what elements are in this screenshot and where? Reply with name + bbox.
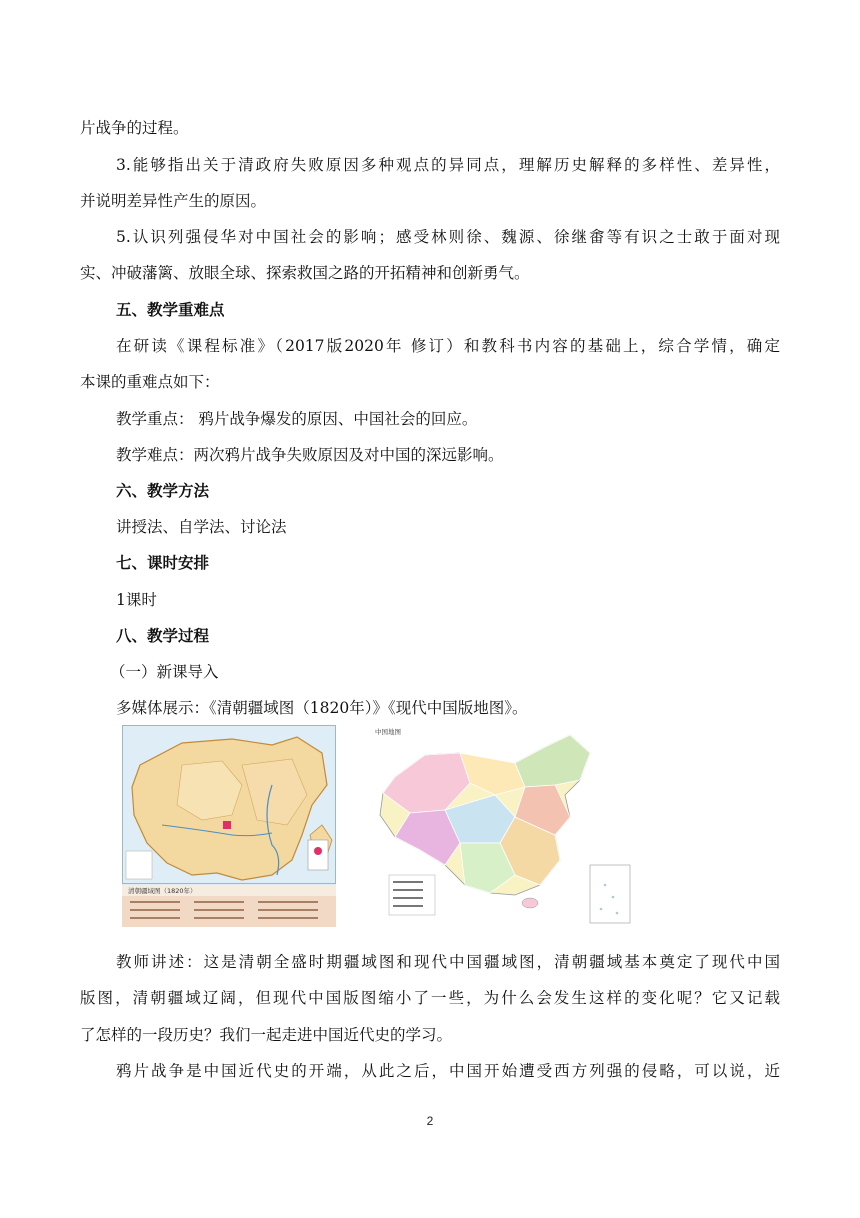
teacher-talk-line-3: 了怎样的一段历史？我们一起走进中国近代史的学习。 (80, 1026, 453, 1044)
section-5-para-line-2: 本课的重难点如下： (80, 373, 220, 391)
section-5-para-line-1: 在研读《课程标准》（2017版2020年 修订）和教科书内容的基础上，综合学情，确定 (116, 337, 780, 355)
teacher-talk-line-2: 版图，清朝疆域辽阔，但现代中国版图缩小了一些，为什么会发生这样的变化呢？它又记载 (80, 989, 780, 1007)
media-line: 多媒体展示：《清朝疆域图（1820年）》《现代中国版地图》。 (116, 699, 528, 717)
section-7-body: 1课时 (116, 591, 157, 609)
subsection-1-title: （一）新课导入 (110, 663, 219, 681)
opium-war-line: 鸦片战争是中国近代史的开端，从此之后，中国开始遭受西方列强的侵略，可以说，近 (116, 1062, 780, 1080)
key-point: 教学重点： 鸦片战争爆发的原因、中国社会的回应。 (116, 410, 478, 428)
section-5-title: 五、教学重难点 (116, 301, 225, 319)
modern-map-caption: 中国地图 (375, 728, 401, 736)
section-8-title: 八、教学过程 (116, 627, 210, 645)
modern-china-map-image (365, 725, 635, 927)
qing-map-caption: 清朝疆域图（1820年） (128, 887, 197, 895)
page-number: 2 (426, 1114, 434, 1128)
section-7-title: 七、课时安排 (116, 554, 210, 572)
text-line-3: 并说明差异性产生的原因。 (80, 192, 267, 210)
text-line-5: 实、冲破藩篱、放眼全球、探索救国之路的开拓精神和创新勇气。 (80, 264, 530, 282)
qing-territory-map-image (122, 725, 336, 927)
section-6-body: 讲授法、自学法、讨论法 (116, 518, 287, 536)
teacher-talk-line-1: 教师讲述：这是清朝全盛时期疆域图和现代中国疆域图，清朝疆域基本奠定了现代中国 (116, 953, 780, 971)
section-6-title: 六、教学方法 (116, 482, 210, 500)
text-line-2: 3.能够指出关于清政府失败原因多种观点的异同点，理解历史解释的多样性、差异性， (116, 156, 780, 174)
difficult-point: 教学难点：两次鸦片战争失败原因及对中国的深远影响。 (116, 446, 504, 464)
text-line-4: 5.认识列强侵华对中国社会的影响；感受林则徐、魏源、徐继畬等有识之士敢于面对现 (116, 228, 780, 246)
text-line-1: 片战争的过程。 (80, 119, 189, 137)
